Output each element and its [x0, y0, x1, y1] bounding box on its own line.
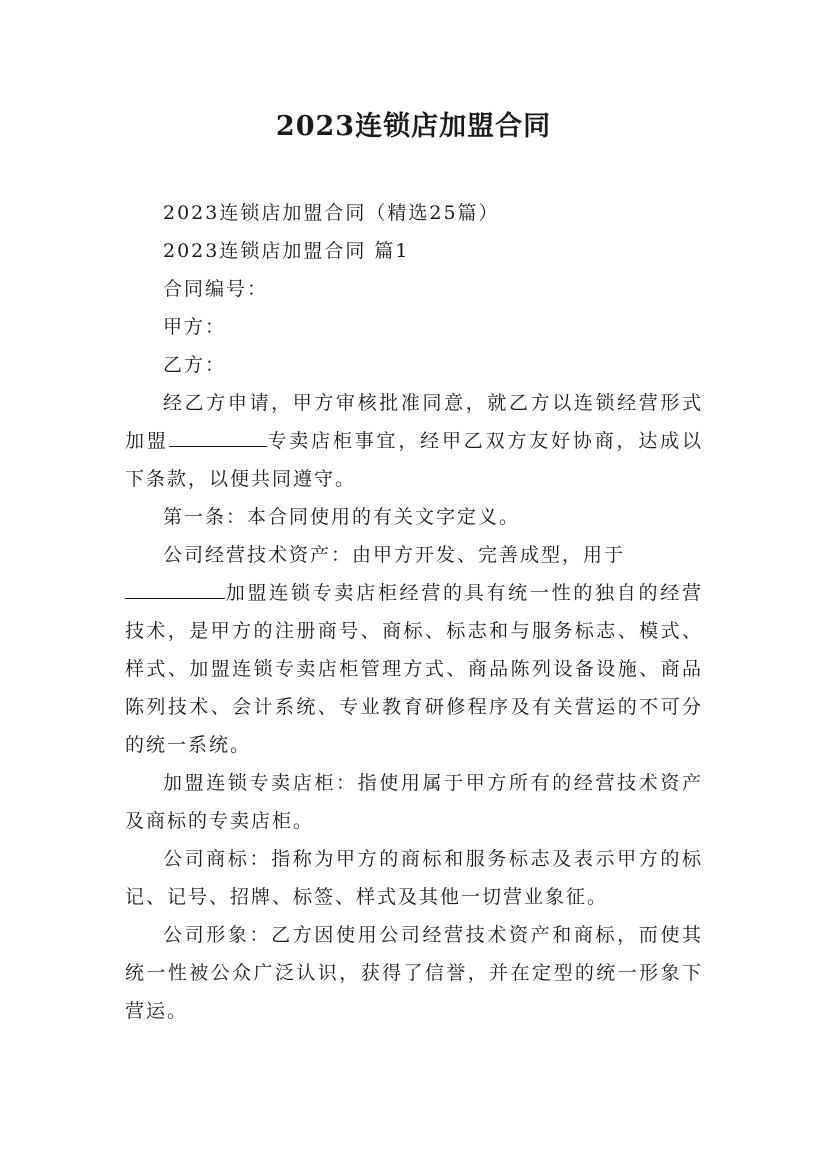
trademark-definition: 公司商标：指称为甲方的商标和服务标志及表示甲方的标记、记号、招牌、标签、样式及其他一切营业象征。 [125, 848, 703, 908]
franchise-store-definition: 加盟连锁专卖店柜：指使用属于甲方所有的经营技术资产及商标的专卖店柜。 [125, 772, 703, 832]
fill-in-blank [125, 574, 225, 599]
party-b-label: 乙方： [163, 354, 227, 376]
party-a-label: 甲方： [163, 316, 227, 338]
subtitle: 2023连锁店加盟合同（精选25篇） [163, 202, 500, 224]
intro-paragraph [125, 384, 703, 498]
assets-text-1: 公司经营技术资产：由甲方开发、完善成型，用于 [163, 544, 626, 566]
document-title: 2023连锁店加盟合同 [275, 111, 552, 142]
contract-number-label: 合同编号： [163, 278, 269, 300]
assets-text-2: 加盟连锁专卖店柜经营的具有统一性的独自的经营技术，是甲方的注册商号、商标、标志和与服务标志、模式、样式、加盟连锁专卖店柜管理方式、商品陈列设备设施、商品陈列技术、会计系统、专业教育研修程序及有关营运的不可分的统一系统。 [125, 582, 703, 756]
assets-definition-continued [125, 574, 703, 764]
intro-text-2: 专卖店柜事宜，经甲乙双方友好协商，达成以下条款，以便共同遵守。 [125, 430, 703, 490]
document-body [125, 194, 703, 1030]
assets-definition-paragraph [125, 536, 703, 574]
intro-text-1: 经乙方申请，甲方审核批准同意，就乙方以连锁经营形式加盟 [125, 392, 703, 452]
company-image-definition: 公司形象：乙方因使用公司经营技术资产和商标，而使其统一性被公众广泛认识，获得了信誉，并在定型的统一形象下营运。 [125, 924, 703, 1022]
article-1-heading: 第一条：本合同使用的有关文字定义。 [163, 506, 521, 528]
section-heading: 2023连锁店加盟合同 篇1 [163, 240, 410, 262]
fill-in-blank [169, 422, 267, 447]
